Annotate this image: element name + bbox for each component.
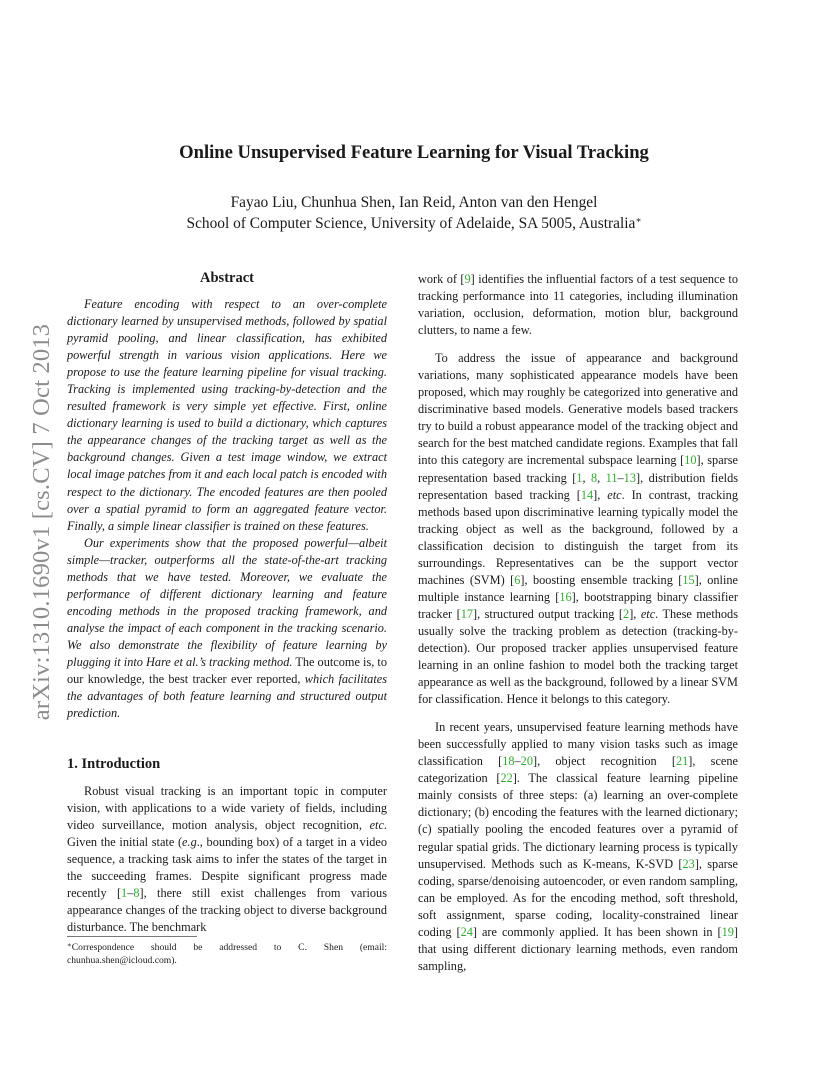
citation-link[interactable]: 1 [576, 470, 583, 485]
citation-link[interactable]: 23 [682, 856, 695, 871]
citation-link[interactable]: 11 [605, 470, 618, 485]
abstract-paragraph: Our experiments show that the proposed powerful—albeit simple—tracker, outperforms all the state-of-the-art tracking methods that we have tested. Moreover, we evaluate the performance of different dictionary learning and feature encoding methods in the proposed tracking framework, and analyse the impact of each component in the tracking scenario. We also demonstrate the flexibility of feature learning by plugging it into Hare et al.’s tracking method. The outcome is, to our knowledge, the best tracker ever reported, which facilitates the advantages of both feature learning and structured output prediction. [67, 535, 387, 721]
right-column-body [418, 271, 738, 975]
body-paragraph: work of [9] identifies the influential factors of a test sequence to tracking performance into 11 categories, including illumination variation, occlusion, deformation, motion blur, background clutters, to name a few. [418, 272, 738, 338]
citation-link[interactable]: 20 [520, 754, 533, 769]
abstract-paragraph: Feature encoding with respect to an over-complete dictionary learned by unsupervised methods, followed by spatial pyramid pooling, and linear classification, has exhibited powerful strength in various vision applications. Here we propose to use the feature learning pipeline for visual tracking. Tracking is implemented using tracking-by-detection and the resulted framework is very simple yet effective. First, online dictionary learning is used to build a dictionary, which captures the appearance changes of the tracking target as well as the background changes. Given a test image window, we extract local image patches from it and each local patch is encoded with respect to the dictionary. The encoded features are then pooled over a spatial pyramid to form an aggregated feature vector. Finally, a simple linear classifier is trained on these features. [67, 297, 387, 533]
arxiv-stamp [24, 298, 60, 746]
footnote [67, 939, 387, 967]
citation-link[interactable]: 18 [502, 754, 515, 769]
citation-link[interactable]: 8 [133, 886, 140, 901]
arxiv-identifier: arXiv:1310.1690v1 [cs.CV] 7 Oct 2013 [28, 323, 55, 721]
affiliation [0, 215, 828, 233]
body-paragraph: In recent years, unsupervised feature learning methods have been successfully applied to many vision tasks such as image classification [18–20], object recognition [21], scene categorization [22]. The classical feature learning pipeline mainly consists of three steps: (a) learning an over-complete dictionary; (b) encoding the features with the learned dictionary; (c) spatially pooling the encoded features over a pyramid of regular spatial grids. The dictionary learning process is typically unsupervised. Methods such as K-means, K-SVD [23], sparse coding, sparse/denoising autoencoder, or even random sampling, can be employed. As for the encoding method, soft threshold, soft assignment, sparse coding, locality-constrained linear coding [24] are commonly applied. It has been shown in [19] that using different dictionary learning methods, even random sampling, [418, 720, 739, 973]
citation-link[interactable]: 10 [684, 453, 697, 468]
citation-link[interactable]: 2 [623, 606, 630, 621]
abstract-heading: Abstract [200, 270, 254, 286]
footnote-mark: ∗ [67, 941, 72, 949]
author-list: Fayao Liu, Chunhua Shen, Ian Reid, Anton van den Hengel [230, 194, 598, 211]
abstract-body [67, 296, 387, 722]
citation-link[interactable]: 21 [675, 754, 689, 769]
citation-link[interactable]: 1 [121, 886, 128, 901]
citation-link[interactable]: 13 [623, 470, 636, 485]
citation-link[interactable]: 22 [500, 771, 513, 786]
citation-link[interactable]: 15 [682, 572, 695, 587]
body-paragraph: To address the issue of appearance and background variations, many sophisticated appearance models have been proposed, which may roughly be categorized into generative and discriminative based models. Generative models based trackers try to build a robust appearance model of the tracking object and search for the best matched candidate regions. Examples that fall into this category are incremental subspace learning [10], sparse representation based tracking [1, 8, 11–13], distribution fields representation based tracking [14], etc. In contrast, tracking methods based upon discriminative learning typically model the tracking object as well as the background, followed by a classification decision to distinguish the target from its surroundings. Representatives can be the support vector machines (SVM) [6], boosting ensemble tracking [15], online multiple instance learning [16], bootstrapping binary classifier tracker [17], structured output tracking [2], etc. These methods usually solve the tracking problem as detection (tracking-by-detection). Our proposed tracker applies unsupervised feature learning in an online fashion to model both the tracking target appearance as well as the background, followed by a linear SVM for classification. Hence it belongs to this category. [418, 351, 739, 707]
paper-title: Online Unsupervised Feature Learning for Visual Tracking [179, 142, 649, 163]
citation-link[interactable]: 19 [721, 924, 734, 939]
citation-link[interactable]: 24 [460, 924, 473, 939]
citation-link[interactable]: 6 [514, 572, 521, 587]
footnote-rule [67, 936, 197, 937]
section-heading: 1. Introduction [67, 756, 161, 772]
citation-link[interactable]: 9 [464, 272, 471, 286]
body-paragraph: Robust visual tracking is an important topic in computer vision, with applications to a wide variety of fields, including video surveillance, motion analysis, object recognition, etc. Given the initial state (e.g., bounding box) of a target in a video sequence, a tracking task aims to infer the states of the target in the succeeding frames. Despite significant progress made recently [1–8], there still exist challenges from various appearance changes of the tracking object to diverse background disturbance. The benchmark [67, 784, 387, 935]
affiliation-footnote-mark: ∗ [635, 215, 642, 225]
citation-link[interactable]: 17 [460, 606, 473, 621]
footnote-text: Correspondence should be addressed to C. Shen (email: chunhua.shen@icloud.com). [67, 942, 387, 966]
citation-link[interactable]: 8 [591, 470, 598, 485]
citation-link[interactable]: 14 [580, 487, 594, 502]
affiliation-text: School of Computer Science, University of Adelaide, SA 5005, Australia [186, 215, 636, 232]
introduction-body [67, 783, 387, 936]
citation-link[interactable]: 16 [559, 589, 572, 604]
